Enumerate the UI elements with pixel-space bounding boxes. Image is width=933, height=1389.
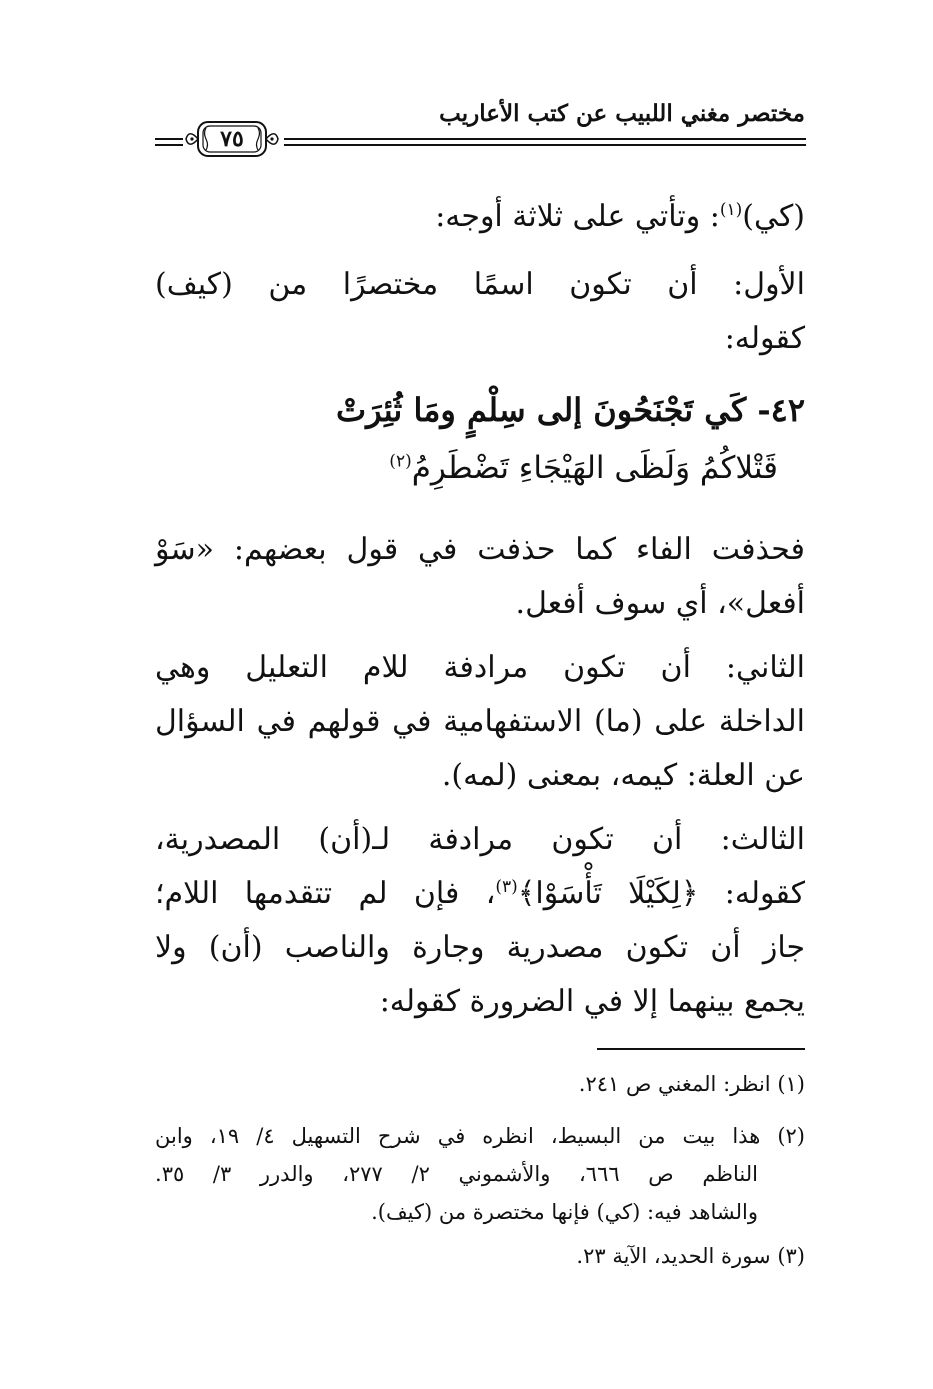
footnote-ref-3: (٣) xyxy=(495,877,518,897)
running-header-title: مختصر مغني اللبيب عن كتب الأعاريب xyxy=(439,100,805,127)
para2-line-2: أفعل»، أي سوف أفعل. xyxy=(515,586,805,621)
verse-line-2 xyxy=(389,448,778,488)
para4-line-4: يجمع بينهما إلا في الضرورة كقوله: xyxy=(379,984,805,1019)
footnote-ref-2: (٢) xyxy=(389,451,412,472)
page-number-badge xyxy=(184,116,280,162)
para4-line-1: الثالث: أن تكون مرادفة لـ(أن) المصدرية، xyxy=(155,822,805,857)
para4-line-2 xyxy=(155,874,805,914)
quran-quote: كقوله: ﴿لِكَيْلَا تَأْسَوْا﴾ xyxy=(517,876,805,911)
page-number: ٧٥ xyxy=(220,126,244,152)
footnote-ref-1: (١) xyxy=(719,200,743,220)
verse-line-1: ٤٢- كَي تَجْنَحُونَ إلى سِلْمٍ ومَا ثُئِرَتْ xyxy=(335,391,805,429)
para4-line-3: جاز أن تكون مصدرية وجارة والناصب (أن) ولا xyxy=(155,930,805,965)
para2-line-1: فحذفت الفاء كما حذفت في قول بعضهم: «سَوْ xyxy=(155,532,805,567)
para3-line-2: الداخلة على (ما) الاستفهامية في قولهم في السؤال xyxy=(155,704,805,739)
footnote-3: (٣) سورة الحديد، الآية ٢٣. xyxy=(576,1244,805,1268)
footnote-2-line-3: والشاهد فيه: (كي) فإنها مختصرة من (كيف). xyxy=(371,1200,758,1224)
verse-line-2-text: قَتْلاكُمُ وَلَظَى الهَيْجَاءِ تَضْطَرِمُ xyxy=(411,450,778,486)
para4-line-2-rest: ، فإن لم تتقدمها اللام؛ xyxy=(155,876,496,911)
term-kay: (كي) xyxy=(742,199,805,234)
para3-line-1: الثاني: أن تكون مرادفة للام التعليل وهي xyxy=(155,650,805,685)
body-line-2: الأول: أن تكون اسمًا مختصرًا من (كيف) xyxy=(155,267,805,302)
body-line-1 xyxy=(435,197,805,237)
para3-line-3: عن العلة: كيمه، بمعنى (لمه). xyxy=(441,758,805,793)
footnote-separator xyxy=(597,1048,805,1050)
header-rule-left xyxy=(155,138,183,146)
body-line-3: كقوله: xyxy=(724,321,805,356)
footnote-2-line-2: الناظم ص ٦٦٦، والأشموني ٢/ ٢٧٧، والدرر ٣/ ٣٥. xyxy=(155,1162,758,1186)
footnote-1: (١) انظر: المغني ص ٢٤١. xyxy=(578,1072,805,1096)
body-line-1-rest: : وتأتي على ثلاثة أوجه: xyxy=(435,199,720,234)
header-rule-right xyxy=(284,138,806,146)
footnote-2-line-1: (٢) هذا بيت من البسيط، انظره في شرح التسهيل ٤/ ١٩، وابن xyxy=(155,1124,805,1148)
